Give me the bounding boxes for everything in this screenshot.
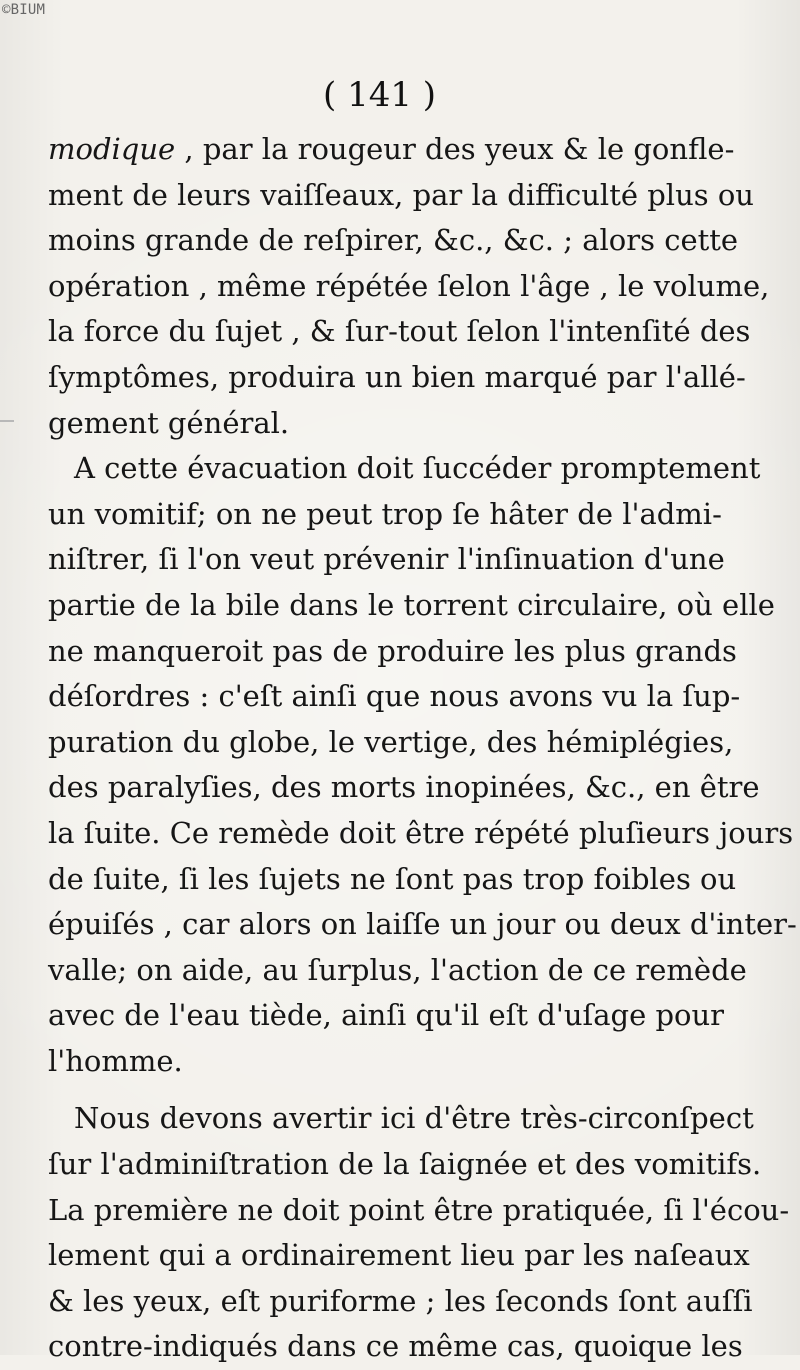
text-line: la force du ſujet , & ſur-tout ſelon l'intenſité des: [48, 314, 751, 349]
text-line: l'homme.: [48, 1043, 183, 1078]
text-line: modique , par la rougeur des yeux & le gonfle-: [48, 132, 735, 166]
text-line: A cette évacuation doit ſuccéder promptement: [74, 451, 761, 486]
text-line: partie de la bile dans le torrent circulaire, où elle: [48, 587, 775, 622]
text-line: ſymptômes, produira un bien marqué par l'allé-: [48, 359, 746, 394]
text-line: la ſuite. Ce remède doit être répété pluſieurs jours: [48, 815, 794, 850]
text-line: & les yeux, eſt puriforme ; les ſeconds ſont auſſi: [48, 1283, 753, 1318]
text-line: niſtrer, ſi l'on veut prévenir l'inſinuation d'une: [48, 542, 725, 577]
text-line: contre-indiqués dans ce même cas, quoique les: [48, 1329, 743, 1364]
text-line: ne manqueroit pas de produire les plus grands: [48, 633, 737, 668]
text-line: ment de leurs vaiſſeaux, par la difficulté plus ou: [48, 177, 754, 212]
text-line: des paralyſies, des morts inopinées, &c., en être: [48, 770, 760, 805]
text-line: ſur l'adminiſtration de la ſaignée et des vomitifs.: [48, 1147, 762, 1182]
text-line: Nous devons avertir ici d'être très-circonſpect: [74, 1101, 754, 1136]
text-line: avec de l'eau tiède, ainſi qu'il eſt d'uſage pour: [48, 998, 725, 1033]
text-line: de ſuite, ſi les ſujets ne ſont pas trop foibles ou: [48, 861, 737, 896]
text-line: valle; on aide, au ſurplus, l'action de ce remède: [48, 952, 747, 987]
text-line: La première ne doit point être pratiquée, ſi l'écou-: [48, 1192, 790, 1227]
page-number: ( 141 ): [323, 75, 437, 115]
body-text: [48, 127, 797, 1370]
text-line: puration du globe, le vertige, des hémiplégies,: [48, 724, 734, 759]
text-line: un vomitif; on ne peut trop ſe hâter de l'admi-: [48, 496, 722, 531]
margin-mark: [0, 420, 14, 422]
text-line: opération , même répétée ſelon l'âge , le volume,: [48, 268, 770, 303]
text-line: déſordres : c'eſt ainſi que nous avons vu la ſup-: [48, 679, 741, 714]
text-line: lement qui a ordinairement lieu par les naſeaux: [48, 1238, 750, 1273]
text-line: épuiſés , car alors on laiſſe un jour ou deux d'inter-: [48, 907, 797, 942]
text-line: moins grande de reſpirer, &c., &c. ; alors cette: [48, 223, 739, 258]
watermark-text: ©BIUM: [2, 2, 46, 18]
text-line: gement général.: [48, 405, 290, 440]
